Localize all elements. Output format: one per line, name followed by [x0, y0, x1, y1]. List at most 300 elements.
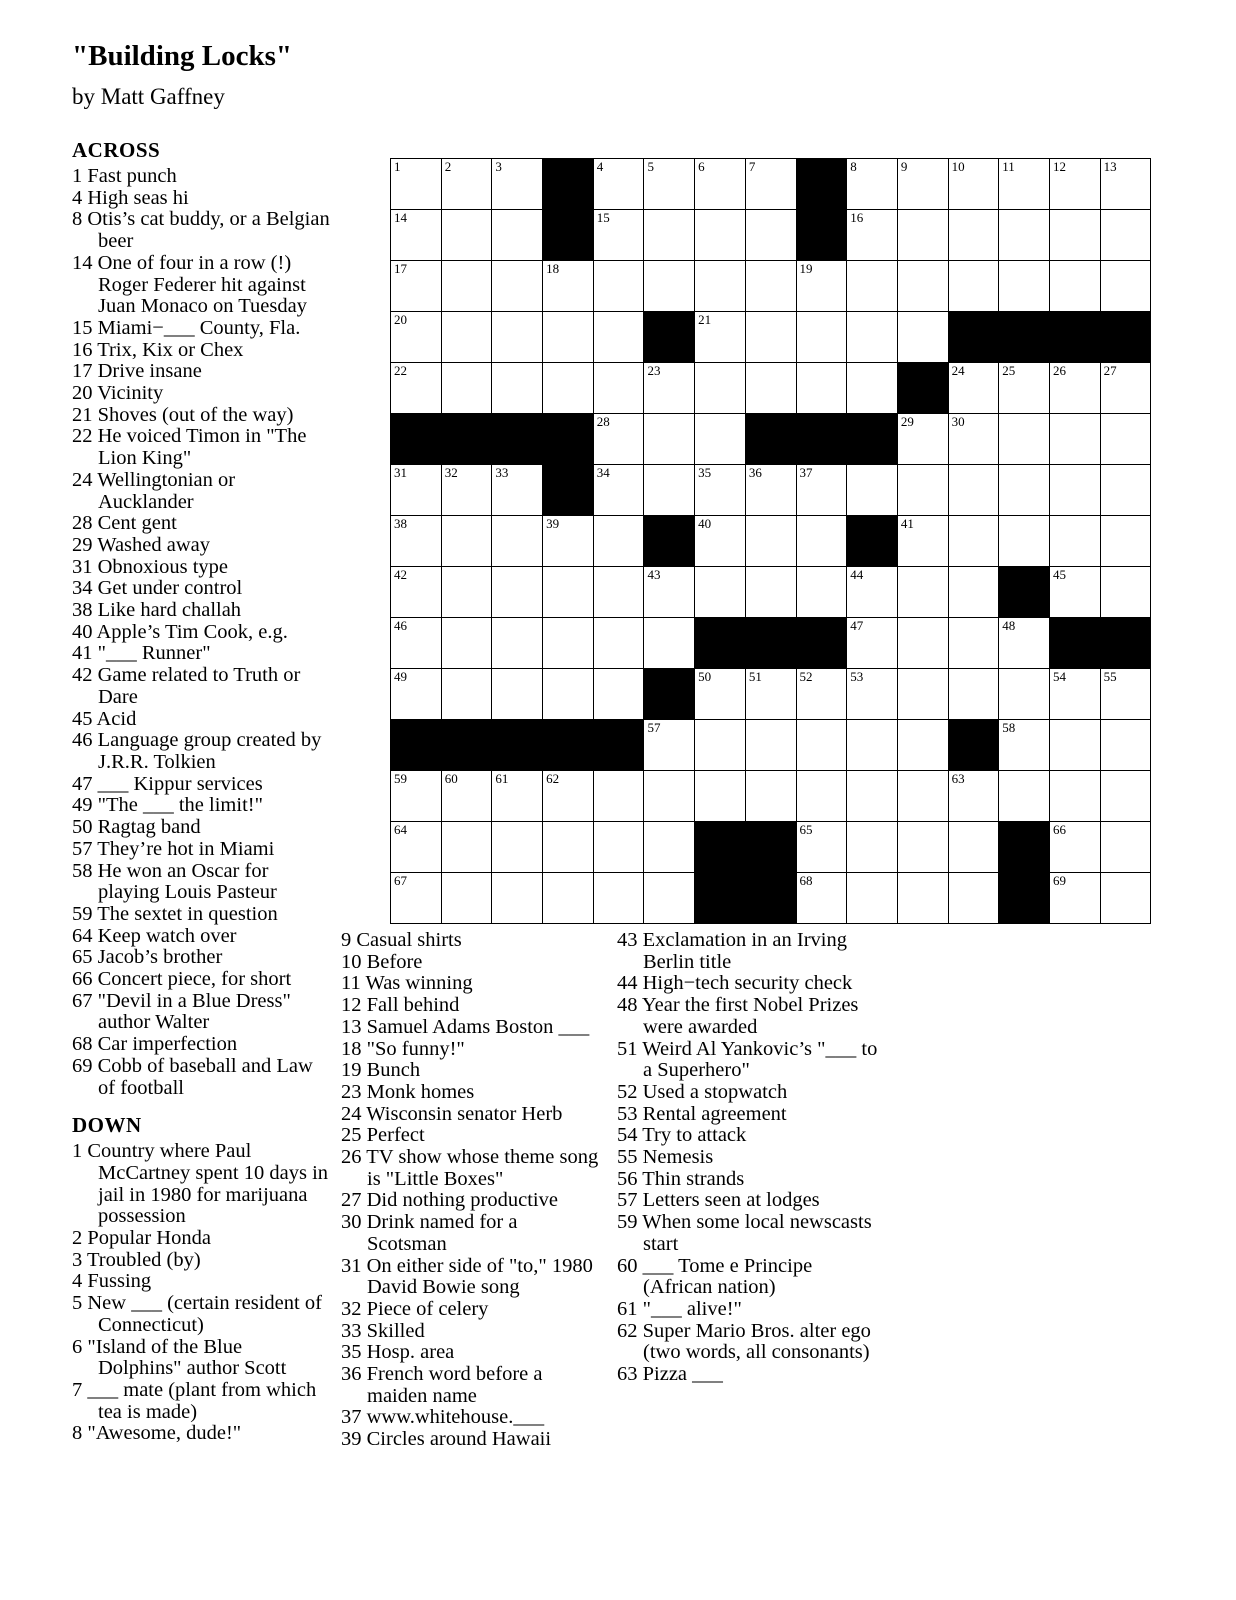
grid-cell[interactable] [391, 159, 442, 210]
grid-block-cell [695, 618, 746, 669]
list-item: 68 Car imperfection [72, 1033, 238, 1056]
grid-cell[interactable] [695, 720, 746, 771]
grid-cell[interactable] [847, 465, 898, 516]
grid-cell[interactable] [948, 771, 999, 822]
grid-block-cell [441, 720, 492, 771]
grid-cell[interactable] [593, 312, 644, 363]
grid-cell[interactable] [441, 669, 492, 720]
grid-cell[interactable] [644, 210, 695, 261]
grid-cell[interactable] [897, 159, 948, 210]
grid-cell[interactable] [391, 873, 442, 924]
grid-cell[interactable] [796, 771, 847, 822]
grid-cell-number: 21 [698, 312, 712, 327]
list-item: 8 "Awesome, dude!" [72, 1422, 242, 1445]
grid-cell[interactable] [644, 618, 695, 669]
grid-cell[interactable] [644, 873, 695, 924]
grid-cell[interactable] [745, 312, 796, 363]
grid-cell[interactable] [897, 618, 948, 669]
grid-cell[interactable] [796, 363, 847, 414]
list-item: 35 Hosp. area [341, 1341, 455, 1364]
grid-cell[interactable] [999, 363, 1050, 414]
grid-cell[interactable] [543, 312, 594, 363]
grid-cell[interactable] [847, 720, 898, 771]
grid-cell[interactable] [796, 669, 847, 720]
list-item: 29 Washed away [72, 533, 211, 556]
grid-cell-number: 43 [647, 567, 661, 582]
list-item: 33 Skilled [341, 1319, 425, 1342]
grid-cell[interactable] [543, 261, 594, 312]
grid-cell[interactable] [644, 822, 695, 873]
grid-cell[interactable] [745, 261, 796, 312]
grid-row [391, 261, 1151, 312]
grid-cell[interactable] [796, 465, 847, 516]
grid-cell-number: 10 [951, 159, 965, 174]
grid-cell[interactable] [391, 261, 442, 312]
grid-cell[interactable] [1100, 873, 1151, 924]
grid-block-cell [796, 159, 847, 210]
list-item: 46 Language group created by J.R.R. Tolkien [72, 729, 322, 773]
grid-cell[interactable] [897, 516, 948, 567]
list-item: 42 Game related to Truth or Dare [72, 664, 301, 708]
list-item: 51 Weird Al Yankovic’s "___ to a Superhero" [617, 1037, 878, 1082]
grid-cell[interactable] [1100, 720, 1151, 771]
grid-cell[interactable] [492, 873, 543, 924]
grid-cell[interactable] [1049, 669, 1100, 720]
grid-cell[interactable] [543, 363, 594, 414]
grid-row [391, 414, 1151, 465]
grid-cell[interactable] [695, 465, 746, 516]
grid-cell[interactable] [492, 261, 543, 312]
list-item: 15 Miami−___ County, Fla. [72, 316, 301, 339]
grid-cell[interactable] [796, 516, 847, 567]
grid-cell[interactable] [948, 210, 999, 261]
grid-cell-number: 64 [394, 822, 407, 837]
grid-cell[interactable] [948, 159, 999, 210]
grid-cell[interactable] [999, 414, 1050, 465]
list-item: 57 They’re hot in Miami [72, 837, 275, 860]
grid-cell[interactable] [1049, 261, 1100, 312]
grid-cell[interactable] [745, 771, 796, 822]
across-heading: ACROSS [72, 138, 161, 162]
grid-cell[interactable] [1049, 567, 1100, 618]
grid-cell[interactable] [745, 669, 796, 720]
grid-cell[interactable] [644, 771, 695, 822]
grid-cell[interactable] [391, 465, 442, 516]
list-item: 1 Country where Paul McCartney spent 10 days in jail in 1980 for marijuana possession [72, 1140, 329, 1228]
grid-row [391, 516, 1151, 567]
grid-row [391, 669, 1151, 720]
grid-cell[interactable] [441, 210, 492, 261]
grid-block-cell [1100, 312, 1151, 363]
grid-cell[interactable] [1100, 567, 1151, 618]
grid-block-cell [948, 312, 999, 363]
grid-cell-number: 33 [495, 465, 509, 480]
down-heading: DOWN [72, 1113, 142, 1138]
grid-cell[interactable] [1049, 159, 1100, 210]
grid-cell[interactable] [897, 771, 948, 822]
grid-cell[interactable] [1100, 669, 1151, 720]
list-item: 48 Year the first Nobel Prizes were awarded [617, 994, 859, 1038]
list-item: 50 Ragtag band [72, 816, 201, 839]
grid-cell[interactable] [796, 312, 847, 363]
grid-cell[interactable] [847, 363, 898, 414]
grid-cell[interactable] [391, 822, 442, 873]
grid-cell-number: 61 [495, 771, 509, 786]
grid-cell-number: 6 [698, 159, 705, 174]
grid-cell[interactable] [593, 516, 644, 567]
clue-column-middle [341, 930, 599, 1451]
list-item: 4 High seas hi [72, 186, 189, 209]
grid-cell[interactable] [897, 261, 948, 312]
grid-block-cell [1100, 618, 1151, 669]
grid-cell[interactable] [745, 720, 796, 771]
grid-row [391, 771, 1151, 822]
grid-cell[interactable] [897, 414, 948, 465]
grid-cell[interactable] [492, 312, 543, 363]
grid-cell-number: 37 [799, 465, 813, 480]
grid-cell[interactable] [745, 516, 796, 567]
grid-cell[interactable] [593, 159, 644, 210]
grid-cell[interactable] [441, 363, 492, 414]
grid-block-cell [847, 414, 898, 465]
grid-cell[interactable] [543, 669, 594, 720]
grid-cell[interactable] [999, 261, 1050, 312]
grid-block-cell [543, 414, 594, 465]
grid-cell[interactable] [543, 822, 594, 873]
grid-cell[interactable] [847, 261, 898, 312]
grid-block-cell [847, 516, 898, 567]
grid-block-cell [391, 414, 442, 465]
grid-cell[interactable] [897, 210, 948, 261]
grid-cell[interactable] [441, 771, 492, 822]
grid-cell[interactable] [796, 822, 847, 873]
grid-cell[interactable] [441, 822, 492, 873]
grid-cell[interactable] [441, 873, 492, 924]
grid-cell[interactable] [948, 822, 999, 873]
grid-cell[interactable] [999, 618, 1050, 669]
grid-cell[interactable] [695, 567, 746, 618]
grid-cell[interactable] [948, 516, 999, 567]
list-item: 9 Casual shirts [341, 929, 462, 951]
grid-cell[interactable] [695, 261, 746, 312]
grid-cell[interactable] [1100, 465, 1151, 516]
grid-cell[interactable] [1100, 261, 1151, 312]
list-item: 16 Trix, Kix or Chex [72, 338, 244, 361]
grid-cell[interactable] [492, 822, 543, 873]
list-item: 55 Nemesis [617, 1146, 714, 1169]
grid-cell-number: 66 [1052, 822, 1066, 837]
list-item: 53 Rental agreement [617, 1102, 787, 1125]
grid-cell[interactable] [593, 822, 644, 873]
grid-cell[interactable] [695, 516, 746, 567]
grid-cell[interactable] [1049, 516, 1100, 567]
grid-cell[interactable] [492, 771, 543, 822]
grid-block-cell [999, 873, 1050, 924]
grid-cell[interactable] [644, 363, 695, 414]
grid-cell[interactable] [492, 465, 543, 516]
grid-cell[interactable] [644, 414, 695, 465]
grid-block-cell [745, 822, 796, 873]
grid-cell[interactable] [441, 567, 492, 618]
grid-block-cell [999, 312, 1050, 363]
grid-cell-number: 59 [394, 771, 407, 786]
list-item: 1 Fast punch [72, 165, 177, 187]
list-item: 12 Fall behind [341, 994, 460, 1017]
grid-cell[interactable] [897, 822, 948, 873]
grid-cell[interactable] [847, 312, 898, 363]
grid-cell-number: 1 [394, 159, 401, 174]
grid-cell-number: 15 [596, 210, 610, 225]
grid-cell[interactable] [847, 567, 898, 618]
grid-row [391, 159, 1151, 210]
grid-cell[interactable] [999, 159, 1050, 210]
grid-cell[interactable] [391, 516, 442, 567]
clue-column-left [72, 138, 330, 1445]
grid-cell[interactable] [1100, 159, 1151, 210]
grid-cell[interactable] [492, 363, 543, 414]
grid-cell[interactable] [1100, 516, 1151, 567]
down-clue-list-part2 [341, 930, 599, 1451]
grid-cell[interactable] [593, 414, 644, 465]
grid-cell-number: 51 [748, 669, 762, 684]
grid-cell[interactable] [999, 720, 1050, 771]
grid-block-cell [796, 210, 847, 261]
list-item: 45 Acid [72, 707, 137, 730]
grid-cell[interactable] [441, 618, 492, 669]
grid-cell-number: 16 [850, 210, 864, 225]
grid-cell[interactable] [796, 261, 847, 312]
grid-cell-number: 28 [596, 414, 610, 429]
grid-cell[interactable] [492, 567, 543, 618]
grid-cell[interactable] [897, 669, 948, 720]
grid-cell[interactable] [593, 618, 644, 669]
grid-cell[interactable] [847, 669, 898, 720]
list-item: 2 Popular Honda [72, 1227, 211, 1250]
crossword-grid[interactable] [390, 158, 1151, 924]
grid-cell[interactable] [695, 771, 746, 822]
grid-cell[interactable] [391, 312, 442, 363]
grid-cell[interactable] [644, 159, 695, 210]
grid-cell[interactable] [847, 210, 898, 261]
list-item: 37 www.whitehouse.___ [341, 1406, 545, 1429]
grid-cell[interactable] [745, 465, 796, 516]
grid-cell[interactable] [1049, 720, 1100, 771]
grid-cell[interactable] [1100, 363, 1151, 414]
grid-cell-number: 3 [495, 159, 502, 174]
grid-cell[interactable] [644, 465, 695, 516]
grid-block-cell [695, 873, 746, 924]
grid-row [391, 822, 1151, 873]
grid-cell[interactable] [948, 873, 999, 924]
list-item: 52 Used a stopwatch [617, 1080, 788, 1103]
grid-cell[interactable] [948, 567, 999, 618]
grid-block-cell [644, 312, 695, 363]
grid-cell[interactable] [391, 669, 442, 720]
grid-cell[interactable] [1100, 771, 1151, 822]
list-item: 63 Pizza ___ [617, 1363, 723, 1386]
grid-cell[interactable] [1100, 822, 1151, 873]
grid-row [391, 567, 1151, 618]
grid-cell[interactable] [543, 567, 594, 618]
grid-cell[interactable] [391, 567, 442, 618]
grid-cell-number: 30 [951, 414, 965, 429]
list-item: 62 Super Mario Bros. alter ego (two words, all consonants) [617, 1319, 871, 1364]
grid-cell[interactable] [796, 720, 847, 771]
grid-cell[interactable] [847, 771, 898, 822]
grid-cell[interactable] [593, 261, 644, 312]
grid-cell[interactable] [897, 873, 948, 924]
grid-cell[interactable] [695, 312, 746, 363]
grid-cell[interactable] [695, 159, 746, 210]
grid-cell[interactable] [1049, 210, 1100, 261]
list-item: 61 "___ alive!" [617, 1297, 742, 1320]
grid-cell[interactable] [999, 771, 1050, 822]
grid-cell[interactable] [492, 159, 543, 210]
grid-cell-number: 53 [850, 669, 864, 684]
grid-block-cell [441, 414, 492, 465]
grid-cell[interactable] [1049, 465, 1100, 516]
grid-cell[interactable] [695, 363, 746, 414]
list-item: 23 Monk homes [341, 1080, 475, 1103]
grid-cell[interactable] [999, 210, 1050, 261]
grid-block-cell [1049, 312, 1100, 363]
grid-cell[interactable] [847, 822, 898, 873]
grid-cell[interactable] [441, 465, 492, 516]
list-item: 11 Was winning [341, 972, 473, 995]
grid-cell[interactable] [1049, 363, 1100, 414]
grid-cell[interactable] [593, 669, 644, 720]
grid-cell[interactable] [745, 159, 796, 210]
grid-cell[interactable] [999, 669, 1050, 720]
grid-cell[interactable] [441, 516, 492, 567]
grid-cell[interactable] [391, 618, 442, 669]
grid-cell[interactable] [1049, 414, 1100, 465]
grid-cell[interactable] [492, 516, 543, 567]
list-item: 44 High−tech security check [617, 972, 853, 995]
grid-cell[interactable] [897, 567, 948, 618]
list-item: 28 Cent gent [72, 512, 177, 535]
grid-cell[interactable] [796, 567, 847, 618]
grid-cell[interactable] [1100, 210, 1151, 261]
list-item: 54 Try to attack [617, 1124, 747, 1147]
grid-block-cell [745, 414, 796, 465]
grid-cell[interactable] [644, 720, 695, 771]
grid-cell-number: 13 [1103, 159, 1117, 174]
list-item: 7 ___ mate (plant from which tea is made) [72, 1378, 317, 1423]
grid-cell[interactable] [441, 312, 492, 363]
grid-cell[interactable] [543, 873, 594, 924]
grid-cell[interactable] [948, 363, 999, 414]
grid-cell[interactable] [1100, 414, 1151, 465]
grid-cell-number: 38 [394, 516, 407, 531]
grid-cell-number: 11 [1002, 159, 1015, 174]
grid-cell[interactable] [391, 363, 442, 414]
grid-block-cell [796, 618, 847, 669]
grid-cell[interactable] [695, 210, 746, 261]
list-item: 59 The sextet in question [72, 902, 278, 925]
grid-cell[interactable] [543, 618, 594, 669]
grid-cell[interactable] [897, 465, 948, 516]
grid-cell[interactable] [593, 567, 644, 618]
grid-cell[interactable] [999, 465, 1050, 516]
grid-cell[interactable] [1049, 873, 1100, 924]
grid-cell[interactable] [897, 312, 948, 363]
grid-cell[interactable] [492, 669, 543, 720]
grid-cell[interactable] [695, 414, 746, 465]
grid-cell[interactable] [593, 210, 644, 261]
grid-cell-number: 8 [850, 159, 857, 174]
grid-cell-number: 12 [1052, 159, 1066, 174]
list-item: 13 Samuel Adams Boston ___ [341, 1015, 590, 1038]
grid-cell[interactable] [745, 567, 796, 618]
grid-block-cell [695, 822, 746, 873]
grid-block-cell [492, 414, 543, 465]
grid-cell[interactable] [593, 363, 644, 414]
grid-cell[interactable] [948, 465, 999, 516]
grid-cell[interactable] [948, 669, 999, 720]
grid-cell[interactable] [948, 414, 999, 465]
grid-cell[interactable] [593, 873, 644, 924]
grid-cell-number: 57 [647, 720, 661, 735]
grid-cell[interactable] [391, 771, 442, 822]
grid-cell-number: 47 [850, 618, 864, 633]
grid-cell[interactable] [593, 465, 644, 516]
byline: by Matt Gaffney [72, 84, 225, 109]
grid-cell[interactable] [492, 618, 543, 669]
grid-cell[interactable] [999, 516, 1050, 567]
grid-cell[interactable] [745, 363, 796, 414]
grid-cell[interactable] [593, 771, 644, 822]
grid-block-cell [593, 720, 644, 771]
grid-cell[interactable] [441, 261, 492, 312]
grid-cell[interactable] [796, 873, 847, 924]
grid-cell[interactable] [441, 159, 492, 210]
grid-cell-number: 35 [698, 465, 712, 480]
grid-cell[interactable] [543, 771, 594, 822]
grid-block-cell [745, 873, 796, 924]
grid-cell[interactable] [1049, 822, 1100, 873]
grid-cell[interactable] [847, 873, 898, 924]
grid-cell-number: 55 [1103, 669, 1117, 684]
grid-cell[interactable] [644, 261, 695, 312]
grid-cell[interactable] [543, 516, 594, 567]
grid-cell-number: 2 [444, 159, 452, 174]
list-item: 41 "___ Runner" [72, 642, 211, 665]
grid-cell[interactable] [391, 210, 442, 261]
grid-cell[interactable] [948, 618, 999, 669]
grid-cell-number: 41 [900, 516, 914, 531]
grid-cell[interactable] [847, 159, 898, 210]
list-item: 31 On either side of "to," 1980 David Bowie song [341, 1254, 593, 1299]
grid-cell-number: 40 [698, 516, 712, 531]
grid-cell-number: 54 [1052, 669, 1066, 684]
grid-cell[interactable] [1049, 771, 1100, 822]
grid-cell[interactable] [492, 210, 543, 261]
list-item: 39 Circles around Hawaii [341, 1428, 552, 1451]
grid-block-cell [543, 159, 594, 210]
grid-cell[interactable] [745, 210, 796, 261]
grid-cell[interactable] [695, 669, 746, 720]
list-item: 38 Like hard challah [72, 599, 242, 622]
grid-row [391, 210, 1151, 261]
grid-table[interactable] [390, 158, 1151, 924]
grid-cell[interactable] [897, 720, 948, 771]
grid-cell[interactable] [948, 261, 999, 312]
grid-cell[interactable] [847, 618, 898, 669]
list-item: 32 Piece of celery [341, 1297, 489, 1320]
list-item: 43 Exclamation in an Irving Berlin title [617, 929, 847, 973]
grid-cell[interactable] [644, 567, 695, 618]
